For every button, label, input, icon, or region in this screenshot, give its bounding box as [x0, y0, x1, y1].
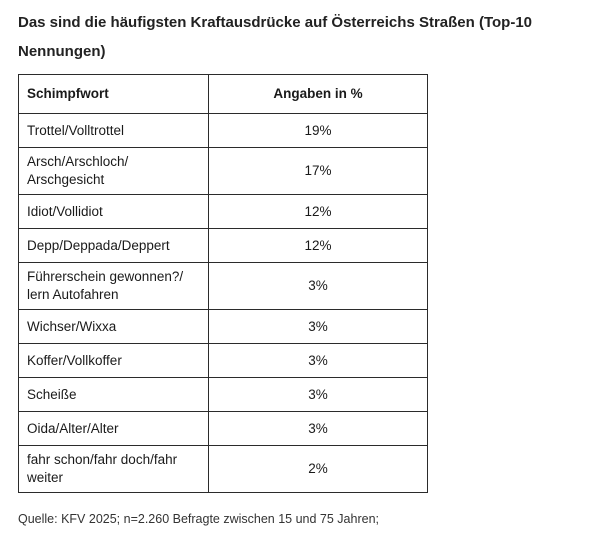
- cell-word: Koffer/Vollkoffer: [19, 344, 209, 378]
- cell-percent: 12%: [209, 229, 428, 263]
- table-row: [19, 344, 428, 378]
- cell-word: Idiot/Vollidiot: [19, 195, 209, 229]
- cell-percent: 3%: [209, 412, 428, 446]
- cell-percent: 3%: [209, 310, 428, 344]
- table-row: [19, 148, 428, 195]
- cell-word: Führerschein gewonnen?/ lern Autofahren: [19, 263, 209, 310]
- cell-percent: 12%: [209, 195, 428, 229]
- table-row: [19, 229, 428, 263]
- cell-percent: 3%: [209, 263, 428, 310]
- header-schimpfwort: Schimpfwort: [19, 75, 209, 114]
- source-note: Quelle: KFV 2025; n=2.260 Befragte zwischen 15 und 75 Jahren;: [18, 512, 380, 526]
- table-row: [19, 446, 428, 493]
- cell-percent: 3%: [209, 344, 428, 378]
- cell-word: Scheiße: [19, 378, 209, 412]
- header-angaben: Angaben in %: [209, 75, 428, 114]
- cell-percent: 19%: [209, 114, 428, 148]
- cell-word: Depp/Deppada/Deppert: [19, 229, 209, 263]
- table-row: [19, 114, 428, 148]
- cell-word: Arsch/Arschloch/ Arschgesicht: [19, 148, 209, 195]
- table-row: [19, 263, 428, 310]
- cell-word: Oida/Alter/Alter: [19, 412, 209, 446]
- cell-percent: 17%: [209, 148, 428, 195]
- table-row: [19, 378, 428, 412]
- page-title: Das sind die häufigsten Kraftausdrücke auf Österreichs Straßen (Top-10 Nennungen): [18, 14, 533, 60]
- data-table: [18, 74, 428, 493]
- cell-word: Trottel/Volltrottel: [19, 114, 209, 148]
- table-row: [19, 310, 428, 344]
- cell-percent: 3%: [209, 378, 428, 412]
- cell-word: fahr schon/fahr doch/fahr weiter: [19, 446, 209, 493]
- table-row: [19, 195, 428, 229]
- table-row: [19, 412, 428, 446]
- table-header-row: [19, 75, 428, 114]
- cell-percent: 2%: [209, 446, 428, 493]
- cell-word: Wichser/Wixxa: [19, 310, 209, 344]
